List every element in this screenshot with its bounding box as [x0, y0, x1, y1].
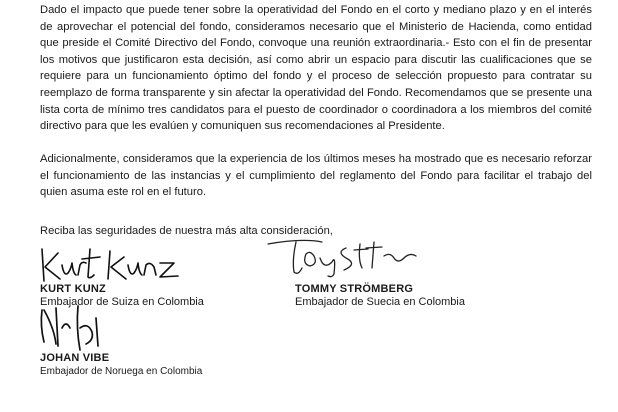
signatory-role: Embajador de Noruega en Colombia	[40, 366, 203, 377]
paragraph-2: Adicionalmente, consideramos que la experiencia de los últimos meses ha mostrado que es necesario reforzar el funcionamiento de las instancias y el cumplimiento del reglamento del Fondo para facilitar el trabajo del quien asuma este rol en el futuro.	[40, 153, 592, 199]
signatory-name: TOMMY STRÖMBERG	[295, 283, 414, 295]
closing-line: Reciba las seguridades de nuestra más alta consideración,	[40, 225, 333, 237]
signatory-name: KURT KUNZ	[40, 283, 106, 295]
paragraph-1: Dado el impacto que puede tener sobre la operatividad del Fondo en el corto y mediano plazo y en el interés de aprovechar el potencial del fondo, consideramos necesario que el Ministerio de Hacienda, como entidad que preside el Comité Directivo del Fondo, convoque una reunión extraordinaria.- Esto con el fin de presentar los motivos que justificaron esta decisión, así como abrir un espacio para discutir las cualificaciones que se requiere para un funcionamiento óptimo del fondo y el proceso de selección propuesto para contratar su reemplazo de forma transparente y sin afectar la operatividad del Fondo. Recomendamos que se presente una lista corta de mínimo tres candidatos para el puesto de coordinador o coordinadora a los miembros del comité directivo para que les evalúen y comuniquen sus recomendaciones al Presidente.	[40, 4, 592, 133]
signature-kurt-kunz	[38, 243, 188, 285]
signature-johan-vibe	[36, 298, 126, 358]
signature-tommy-stromberg	[262, 234, 422, 280]
signatory-name: JOHAN VIBE	[40, 352, 110, 364]
signatory-role: Embajador de Suiza en Colombia	[40, 296, 204, 308]
signatory-role: Embajador de Suecia en Colombia	[295, 296, 465, 308]
